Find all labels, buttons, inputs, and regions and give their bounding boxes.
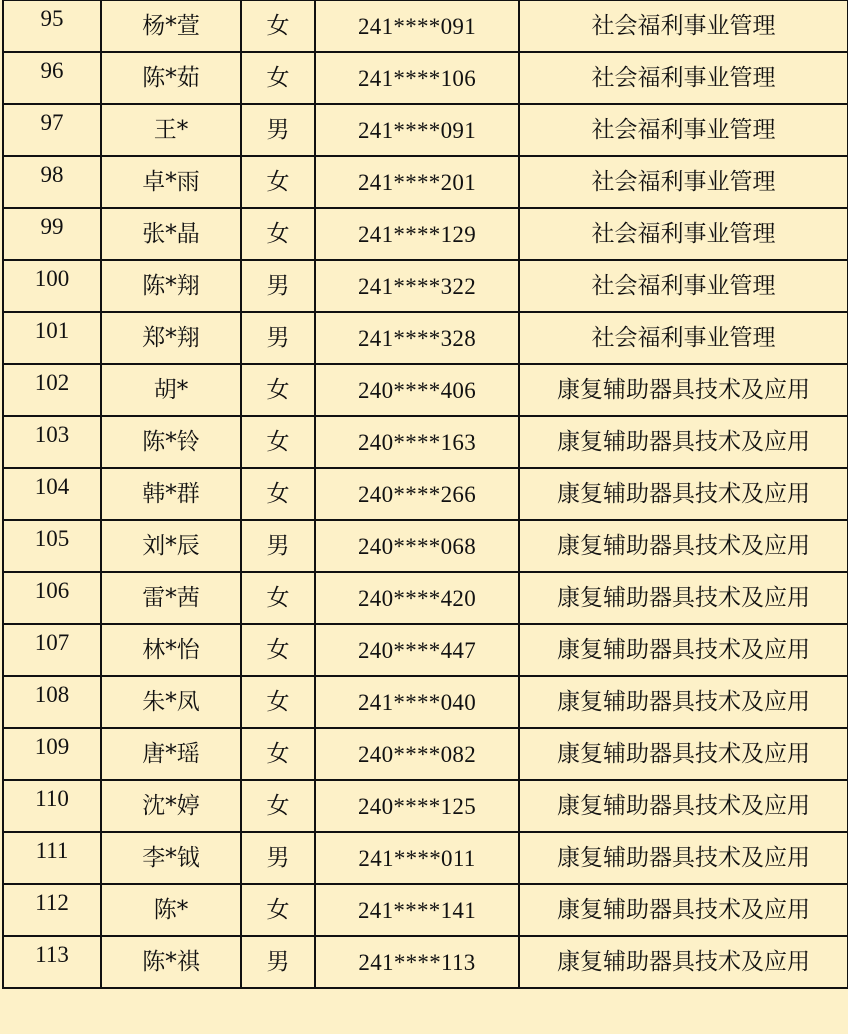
student-roster-table xyxy=(2,0,848,989)
student-id: 240****082 xyxy=(315,728,519,780)
student-major: 康复辅助器具技术及应用 xyxy=(519,364,848,416)
student-major: 康复辅助器具技术及应用 xyxy=(519,468,848,520)
student-gender: 男 xyxy=(241,936,315,988)
student-id: 240****447 xyxy=(315,624,519,676)
student-gender: 女 xyxy=(241,780,315,832)
student-name: 刘*辰 xyxy=(101,520,241,572)
table-row xyxy=(3,676,848,728)
student-id: 241****141 xyxy=(315,884,519,936)
student-gender: 女 xyxy=(241,0,315,52)
student-major: 康复辅助器具技术及应用 xyxy=(519,728,848,780)
student-major: 康复辅助器具技术及应用 xyxy=(519,780,848,832)
row-number: 111 xyxy=(3,832,101,884)
student-name: 陈*翔 xyxy=(101,260,241,312)
student-name: 沈*婷 xyxy=(101,780,241,832)
table-row xyxy=(3,156,848,208)
row-number: 112 xyxy=(3,884,101,936)
table-row xyxy=(3,884,848,936)
table-row xyxy=(3,52,848,104)
table-row xyxy=(3,260,848,312)
row-number: 106 xyxy=(3,572,101,624)
row-number: 103 xyxy=(3,416,101,468)
student-gender: 女 xyxy=(241,624,315,676)
student-name: 卓*雨 xyxy=(101,156,241,208)
student-id: 241****011 xyxy=(315,832,519,884)
student-id: 240****068 xyxy=(315,520,519,572)
row-number: 99 xyxy=(3,208,101,260)
student-gender: 女 xyxy=(241,468,315,520)
student-name: 王* xyxy=(101,104,241,156)
student-id: 241****201 xyxy=(315,156,519,208)
student-name: 陈*茹 xyxy=(101,52,241,104)
student-major: 社会福利事业管理 xyxy=(519,0,848,52)
student-gender: 女 xyxy=(241,572,315,624)
student-name: 郑*翔 xyxy=(101,312,241,364)
student-gender: 男 xyxy=(241,520,315,572)
student-major: 社会福利事业管理 xyxy=(519,260,848,312)
student-name: 陈*铃 xyxy=(101,416,241,468)
table-row xyxy=(3,728,848,780)
student-name: 陈*祺 xyxy=(101,936,241,988)
student-id: 241****106 xyxy=(315,52,519,104)
table-row xyxy=(3,520,848,572)
student-gender: 男 xyxy=(241,260,315,312)
row-number: 98 xyxy=(3,156,101,208)
roster-body xyxy=(3,0,848,988)
student-name: 朱*凤 xyxy=(101,676,241,728)
student-id: 241****113 xyxy=(315,936,519,988)
row-number: 102 xyxy=(3,364,101,416)
table-row xyxy=(3,832,848,884)
row-number: 109 xyxy=(3,728,101,780)
row-number: 105 xyxy=(3,520,101,572)
student-gender: 女 xyxy=(241,364,315,416)
row-number: 113 xyxy=(3,936,101,988)
student-id: 241****328 xyxy=(315,312,519,364)
student-name: 唐*瑶 xyxy=(101,728,241,780)
student-major: 社会福利事业管理 xyxy=(519,52,848,104)
student-major: 康复辅助器具技术及应用 xyxy=(519,572,848,624)
student-gender: 男 xyxy=(241,312,315,364)
student-id: 241****040 xyxy=(315,676,519,728)
student-gender: 女 xyxy=(241,156,315,208)
student-id: 240****163 xyxy=(315,416,519,468)
student-gender: 女 xyxy=(241,728,315,780)
student-id: 241****322 xyxy=(315,260,519,312)
table-row xyxy=(3,572,848,624)
table-row xyxy=(3,936,848,988)
student-id: 240****406 xyxy=(315,364,519,416)
table-row xyxy=(3,312,848,364)
student-name: 林*怡 xyxy=(101,624,241,676)
student-id: 241****129 xyxy=(315,208,519,260)
row-number: 100 xyxy=(3,260,101,312)
row-number: 95 xyxy=(3,0,101,52)
student-name: 李*钺 xyxy=(101,832,241,884)
student-gender: 女 xyxy=(241,52,315,104)
table-row xyxy=(3,624,848,676)
student-major: 康复辅助器具技术及应用 xyxy=(519,936,848,988)
student-id: 241****091 xyxy=(315,104,519,156)
student-major: 社会福利事业管理 xyxy=(519,104,848,156)
student-id: 240****420 xyxy=(315,572,519,624)
student-gender: 女 xyxy=(241,208,315,260)
row-number: 96 xyxy=(3,52,101,104)
table-row xyxy=(3,416,848,468)
student-gender: 女 xyxy=(241,884,315,936)
row-number: 97 xyxy=(3,104,101,156)
student-gender: 女 xyxy=(241,416,315,468)
student-id: 240****125 xyxy=(315,780,519,832)
table-row xyxy=(3,104,848,156)
student-major: 社会福利事业管理 xyxy=(519,156,848,208)
student-gender: 男 xyxy=(241,832,315,884)
table-row xyxy=(3,208,848,260)
student-name: 胡* xyxy=(101,364,241,416)
table-row xyxy=(3,468,848,520)
table-row xyxy=(3,364,848,416)
student-name: 雷*茜 xyxy=(101,572,241,624)
student-major: 社会福利事业管理 xyxy=(519,208,848,260)
student-name: 陈* xyxy=(101,884,241,936)
student-id: 241****091 xyxy=(315,0,519,52)
student-id: 240****266 xyxy=(315,468,519,520)
row-number: 108 xyxy=(3,676,101,728)
student-name: 张*晶 xyxy=(101,208,241,260)
student-name: 杨*萱 xyxy=(101,0,241,52)
student-major: 康复辅助器具技术及应用 xyxy=(519,624,848,676)
student-gender: 女 xyxy=(241,676,315,728)
student-major: 康复辅助器具技术及应用 xyxy=(519,884,848,936)
table-row xyxy=(3,780,848,832)
row-number: 101 xyxy=(3,312,101,364)
student-major: 康复辅助器具技术及应用 xyxy=(519,832,848,884)
student-gender: 男 xyxy=(241,104,315,156)
student-major: 康复辅助器具技术及应用 xyxy=(519,416,848,468)
row-number: 107 xyxy=(3,624,101,676)
student-major: 社会福利事业管理 xyxy=(519,312,848,364)
student-major: 康复辅助器具技术及应用 xyxy=(519,520,848,572)
student-major: 康复辅助器具技术及应用 xyxy=(519,676,848,728)
row-number: 110 xyxy=(3,780,101,832)
row-number: 104 xyxy=(3,468,101,520)
table-row xyxy=(3,0,848,52)
student-name: 韩*群 xyxy=(101,468,241,520)
